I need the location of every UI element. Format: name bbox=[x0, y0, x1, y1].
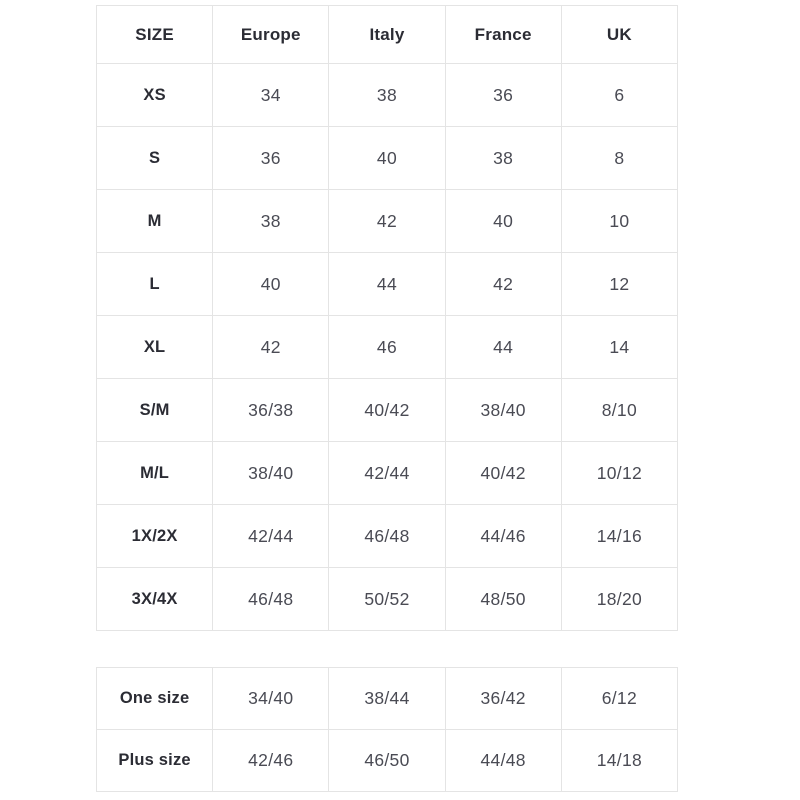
column-header-france: France bbox=[445, 6, 561, 64]
table-row bbox=[97, 316, 678, 379]
size-value: 42/44 bbox=[329, 442, 445, 505]
size-value: 38/40 bbox=[445, 379, 561, 442]
size-value: 10/12 bbox=[561, 442, 677, 505]
table-row bbox=[97, 505, 678, 568]
size-value: 42 bbox=[329, 190, 445, 253]
column-header-italy: Italy bbox=[329, 6, 445, 64]
size-value: 8 bbox=[561, 127, 677, 190]
size-label: 1X/2X bbox=[97, 505, 213, 568]
size-label: S/M bbox=[97, 379, 213, 442]
column-header-europe: Europe bbox=[213, 6, 329, 64]
size-value: 38/40 bbox=[213, 442, 329, 505]
size-label: L bbox=[97, 253, 213, 316]
size-value: 44 bbox=[445, 316, 561, 379]
size-label: XL bbox=[97, 316, 213, 379]
size-value: 8/10 bbox=[561, 379, 677, 442]
size-value: 38 bbox=[213, 190, 329, 253]
size-value: 14/18 bbox=[561, 730, 677, 792]
size-value: 14 bbox=[561, 316, 677, 379]
size-value: 42 bbox=[213, 316, 329, 379]
size-value: 38 bbox=[329, 64, 445, 127]
size-value: 14/16 bbox=[561, 505, 677, 568]
table-row bbox=[97, 253, 678, 316]
size-value: 42/44 bbox=[213, 505, 329, 568]
size-value: 42/46 bbox=[213, 730, 329, 792]
size-value: 40 bbox=[329, 127, 445, 190]
special-sizes-table bbox=[96, 667, 678, 792]
size-value: 34/40 bbox=[213, 668, 329, 730]
size-value: 50/52 bbox=[329, 568, 445, 631]
size-value: 46/50 bbox=[329, 730, 445, 792]
table-row bbox=[97, 442, 678, 505]
size-value: 46 bbox=[329, 316, 445, 379]
size-value: 6 bbox=[561, 64, 677, 127]
table-row bbox=[97, 379, 678, 442]
size-label: 3X/4X bbox=[97, 568, 213, 631]
size-value: 12 bbox=[561, 253, 677, 316]
table-row bbox=[97, 127, 678, 190]
column-header-uk: UK bbox=[561, 6, 677, 64]
table-row bbox=[97, 190, 678, 253]
size-value: 46/48 bbox=[329, 505, 445, 568]
size-value: 44 bbox=[329, 253, 445, 316]
size-value: 40/42 bbox=[445, 442, 561, 505]
size-value: 44/48 bbox=[445, 730, 561, 792]
size-value: 42 bbox=[445, 253, 561, 316]
size-table-header bbox=[97, 6, 678, 64]
size-value: 40 bbox=[445, 190, 561, 253]
size-label: One size bbox=[97, 668, 213, 730]
size-value: 36/38 bbox=[213, 379, 329, 442]
size-value: 36 bbox=[445, 64, 561, 127]
special-sizes-body bbox=[97, 668, 678, 792]
size-value: 38/44 bbox=[329, 668, 445, 730]
header-row bbox=[97, 6, 678, 64]
size-label: M/L bbox=[97, 442, 213, 505]
size-value: 10 bbox=[561, 190, 677, 253]
size-value: 36/42 bbox=[445, 668, 561, 730]
size-value: 40 bbox=[213, 253, 329, 316]
size-table-body bbox=[97, 64, 678, 631]
column-header-size: SIZE bbox=[97, 6, 213, 64]
size-value: 38 bbox=[445, 127, 561, 190]
table-row bbox=[97, 64, 678, 127]
size-conversion-table bbox=[96, 5, 678, 631]
size-label: S bbox=[97, 127, 213, 190]
size-value: 48/50 bbox=[445, 568, 561, 631]
size-value: 36 bbox=[213, 127, 329, 190]
size-value: 18/20 bbox=[561, 568, 677, 631]
table-row bbox=[97, 668, 678, 730]
size-value: 40/42 bbox=[329, 379, 445, 442]
size-label: Plus size bbox=[97, 730, 213, 792]
size-label: XS bbox=[97, 64, 213, 127]
size-value: 6/12 bbox=[561, 668, 677, 730]
size-value: 44/46 bbox=[445, 505, 561, 568]
size-label: M bbox=[97, 190, 213, 253]
size-value: 34 bbox=[213, 64, 329, 127]
table-row bbox=[97, 568, 678, 631]
table-row bbox=[97, 730, 678, 792]
size-value: 46/48 bbox=[213, 568, 329, 631]
